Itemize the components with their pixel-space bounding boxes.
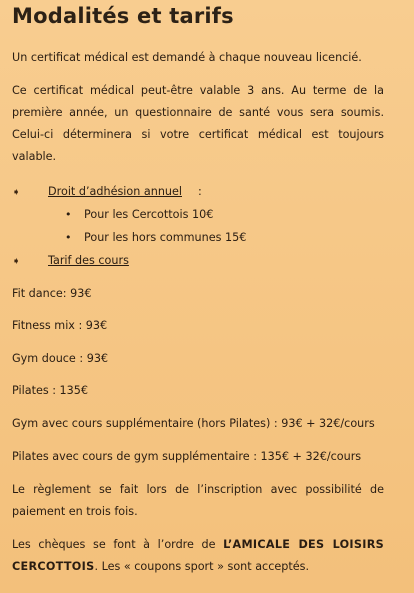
payment-info: Le règlement se fait lors de l’inscription avec possibilité de paiement en trois fois. [12, 483, 384, 518]
certificate-validity: Ce certificat médical peut-être valable 3 ans. Au terme de la première année, un questionnaire de santé vous sera soumis. Celui-ci déterminera si votre certificat médical est toujours valable. [12, 84, 384, 163]
adhesion-colon: : [198, 185, 202, 198]
list-item: • Pour les Cercottois 10€ [65, 208, 214, 221]
adhesion-label: Droit d’adhésion annuel [48, 185, 182, 198]
price-line: Gym avec cours supplémentaire (hors Pilates) : 93€ + 32€/cours [12, 417, 375, 430]
cheques-info: Les chèques se font à l’ordre de L’AMICALE DES LOISIRS CERCOTTOIS. Les « coupons sport » sont acceptés. [12, 538, 384, 573]
arrow-bullet-icon: ➧ [12, 187, 21, 198]
page-title: Modalités et tarifs [12, 4, 234, 28]
price-line: Fitness mix : 93€ [12, 319, 108, 332]
price-line: Pilates avec cours de gym supplémentaire : 135€ + 32€/cours [12, 450, 362, 463]
price-line: Pilates : 135€ [12, 384, 89, 397]
price-line: Gym douce : 93€ [12, 352, 109, 365]
arrow-bullet-icon: ➧ [12, 256, 21, 267]
tarif-heading [12, 253, 129, 270]
list-item: • Pour les hors communes 15€ [65, 231, 247, 244]
certificate-intro: Un certificat médical est demandé à chaque nouveau licencié. [12, 51, 362, 64]
dot-bullet-icon: • [65, 208, 72, 221]
price-line: Fit dance: 93€ [12, 287, 92, 300]
tarif-label: Tarif des cours [48, 254, 129, 267]
organization-name: L’AMICALE DES LOISIRS CERCOTTOIS [12, 538, 384, 573]
dot-bullet-icon: • [65, 231, 72, 244]
adhesion-heading [12, 184, 202, 201]
